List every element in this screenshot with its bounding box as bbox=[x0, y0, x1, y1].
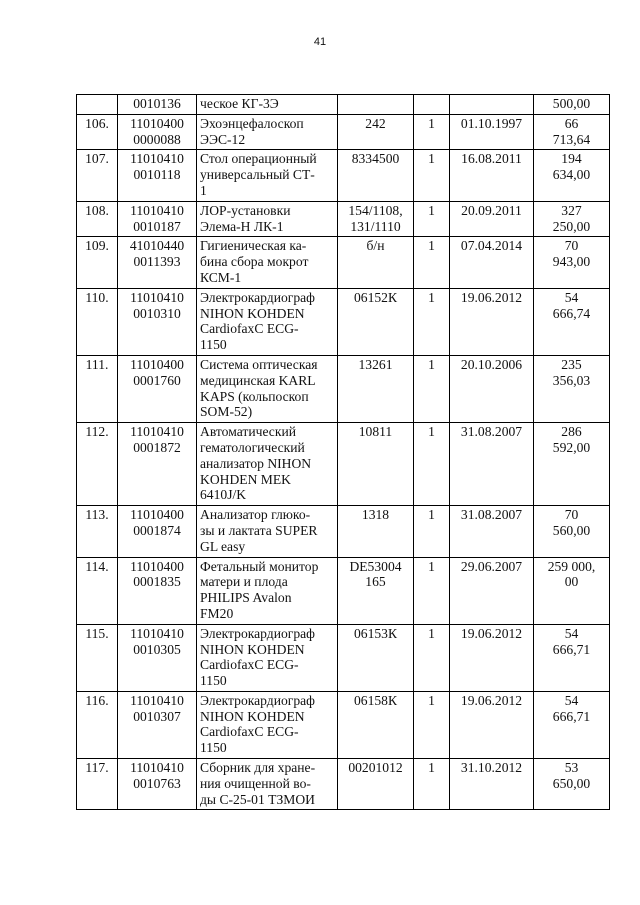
serial-number-line: 06158К bbox=[353, 692, 398, 708]
inventory-rows bbox=[77, 95, 610, 810]
quantity-cell: 1 bbox=[414, 506, 450, 557]
serial-number-line: 1318 bbox=[361, 507, 390, 523]
quantity-cell: 1 bbox=[414, 624, 450, 691]
row-number-cell: 110. bbox=[77, 288, 118, 355]
inventory-code-line: 11010410 bbox=[130, 289, 184, 305]
cost-cell bbox=[534, 288, 610, 355]
item-name-line: SOM-52) bbox=[200, 404, 253, 420]
item-name-cell bbox=[197, 237, 338, 288]
serial-number-cell bbox=[338, 114, 414, 150]
inventory-code-line: 11010410 bbox=[130, 202, 184, 218]
row-number-cell: 116. bbox=[77, 691, 118, 758]
row-number-cell: 109. bbox=[77, 237, 118, 288]
serial-number-line: 10811 bbox=[358, 424, 393, 440]
page-number: 41 bbox=[313, 36, 327, 48]
cost-cell bbox=[534, 759, 610, 810]
date-cell: 07.04.2014 bbox=[450, 237, 534, 288]
item-name-line: ческое КГ-3Э bbox=[200, 96, 279, 111]
item-name-line: бина сбора мокрот bbox=[200, 254, 309, 270]
cost-line: 286 bbox=[561, 424, 582, 440]
cost-line: 70 bbox=[564, 238, 579, 254]
table-row bbox=[77, 201, 610, 237]
cost-line: 54 bbox=[564, 289, 579, 305]
serial-number-cell bbox=[338, 237, 414, 288]
row-number-cell: 114. bbox=[77, 557, 118, 624]
quantity-cell: 1 bbox=[414, 288, 450, 355]
quantity-cell: 1 bbox=[414, 150, 450, 201]
table-row bbox=[77, 355, 610, 422]
cost-cell bbox=[534, 237, 610, 288]
cost-line: 194 bbox=[561, 151, 582, 167]
inventory-table bbox=[76, 94, 610, 810]
serial-number-line: 8334500 bbox=[351, 151, 400, 167]
cost-cell bbox=[534, 691, 610, 758]
cost-line: 666,71 bbox=[552, 641, 591, 657]
inventory-code-line: 11010410 bbox=[130, 625, 184, 641]
table-row bbox=[77, 691, 610, 758]
date-cell: 19.06.2012 bbox=[450, 288, 534, 355]
item-name-line: CardiofaxC ECG- bbox=[200, 724, 299, 740]
table-row bbox=[77, 288, 610, 355]
cost-cell bbox=[534, 114, 610, 150]
item-name-line: NIHON KOHDEN bbox=[200, 641, 305, 657]
date-cell: 31.10.2012 bbox=[450, 759, 534, 810]
serial-number-line: 154/1108, bbox=[348, 202, 403, 218]
inventory-code-cell bbox=[118, 691, 197, 758]
item-name-line: ЛОР-установки bbox=[200, 202, 291, 218]
cost-line: 66 bbox=[564, 115, 579, 131]
date-cell: 19.06.2012 bbox=[450, 624, 534, 691]
inventory-code-cell bbox=[118, 557, 197, 624]
inventory-code-line: 11010410 bbox=[130, 151, 184, 167]
item-name-line: КСМ-1 bbox=[200, 269, 242, 285]
item-name-cell bbox=[197, 557, 338, 624]
cost-line: 70 bbox=[564, 507, 579, 523]
inventory-code-cell bbox=[118, 624, 197, 691]
date-cell: 16.08.2011 bbox=[450, 150, 534, 201]
item-name-line: Гигиеническая ка- bbox=[200, 238, 307, 254]
serial-number-line: б/н bbox=[366, 238, 385, 254]
item-name-cell bbox=[197, 201, 338, 237]
inventory-code-line: 11010400 bbox=[130, 558, 184, 574]
inventory-code-line: 41010440 bbox=[129, 238, 185, 254]
row-number-cell: 112. bbox=[77, 423, 118, 506]
quantity-cell: 1 bbox=[414, 237, 450, 288]
date-cell: 29.06.2007 bbox=[450, 557, 534, 624]
serial-number-cell bbox=[338, 759, 414, 810]
inventory-code-cell bbox=[118, 288, 197, 355]
cost-line: 943,00 bbox=[552, 254, 591, 270]
item-name-line: 6410J/K bbox=[200, 487, 247, 503]
table-row bbox=[77, 423, 610, 506]
item-name-line: Элема-Н ЛК-1 bbox=[200, 218, 284, 234]
cost-line: 235 bbox=[561, 356, 582, 372]
serial-number-line: 131/1110 bbox=[350, 218, 401, 234]
inventory-code-cell bbox=[118, 95, 197, 115]
cost-cell bbox=[534, 557, 610, 624]
item-name-line: KAPS (кольпоскоп bbox=[200, 388, 309, 404]
item-name-line: 1150 bbox=[200, 740, 227, 756]
inventory-code-cell bbox=[118, 355, 197, 422]
item-name-line: медицинская KARL bbox=[200, 372, 316, 388]
item-name-cell bbox=[197, 759, 338, 810]
serial-number-line: 06153К bbox=[353, 625, 398, 641]
item-name-line: ния очищенной во- bbox=[200, 775, 311, 791]
inventory-code-line: 0001760 bbox=[133, 372, 181, 388]
inventory-code-cell bbox=[118, 114, 197, 150]
quantity-cell: 1 bbox=[414, 201, 450, 237]
cost-cell bbox=[534, 150, 610, 201]
item-name-cell bbox=[197, 288, 338, 355]
serial-number-line: 00201012 bbox=[348, 760, 403, 776]
cost-line: 54 bbox=[564, 625, 579, 641]
date-cell bbox=[450, 95, 534, 115]
item-name-line: 1150 bbox=[200, 673, 227, 689]
row-number-cell: 108. bbox=[77, 201, 118, 237]
inventory-code-line: 11010400 bbox=[130, 115, 184, 131]
cost-line: 560,00 bbox=[552, 522, 591, 538]
item-name-line: Электрокардиограф bbox=[200, 625, 315, 641]
row-number-cell: 107. bbox=[77, 150, 118, 201]
date-cell: 31.08.2007 bbox=[450, 423, 534, 506]
row-number-cell: 115. bbox=[77, 624, 118, 691]
inventory-code-line: 0001872 bbox=[133, 439, 181, 455]
inventory-code-line: 0001874 bbox=[133, 522, 181, 538]
inventory-code-cell bbox=[118, 150, 197, 201]
date-cell: 19.06.2012 bbox=[450, 691, 534, 758]
serial-number-cell bbox=[338, 423, 414, 506]
cost-line: 634,00 bbox=[552, 167, 591, 183]
cost-line: 650,00 bbox=[552, 775, 591, 791]
serial-number-line: 242 bbox=[365, 115, 386, 131]
serial-number-cell bbox=[338, 624, 414, 691]
row-number-cell: 111. bbox=[77, 355, 118, 422]
serial-number-cell bbox=[338, 355, 414, 422]
inventory-code-line: 0010307 bbox=[133, 708, 181, 724]
item-name-cell bbox=[197, 95, 338, 115]
inventory-code-line: 0010187 bbox=[133, 218, 181, 234]
cost-cell bbox=[534, 355, 610, 422]
table-row bbox=[77, 237, 610, 288]
table-row bbox=[77, 95, 610, 115]
item-name-line: Электрокардиограф bbox=[200, 692, 315, 708]
inventory-code-cell bbox=[118, 423, 197, 506]
cost-line: 327 bbox=[561, 202, 582, 218]
quantity-cell bbox=[414, 95, 450, 115]
cost-line: 356,03 bbox=[552, 372, 591, 388]
item-name-line: ЭЭС-12 bbox=[200, 131, 246, 147]
quantity-cell: 1 bbox=[414, 691, 450, 758]
cost-cell bbox=[534, 506, 610, 557]
item-name-line: CardiofaxC ECG- bbox=[200, 657, 299, 673]
item-name-line: KOHDEN MEK bbox=[200, 471, 291, 487]
item-name-line: зы и лактата SUPER bbox=[200, 522, 318, 538]
date-cell: 31.08.2007 bbox=[450, 506, 534, 557]
serial-number-cell bbox=[338, 288, 414, 355]
row-number-cell: 117. bbox=[77, 759, 118, 810]
quantity-cell: 1 bbox=[414, 355, 450, 422]
table-row bbox=[77, 114, 610, 150]
row-number-cell: 106. bbox=[77, 114, 118, 150]
item-name-line: Сборник для хране- bbox=[200, 760, 316, 776]
serial-number-cell bbox=[338, 506, 414, 557]
item-name-line: FM20 bbox=[200, 605, 234, 621]
serial-number-line: DE53004 bbox=[349, 558, 402, 574]
cost-line: 713,64 bbox=[552, 131, 591, 147]
item-name-line: универсальный СТ- bbox=[200, 167, 315, 183]
item-name-cell bbox=[197, 355, 338, 422]
inventory-code-line: 0010310 bbox=[133, 305, 181, 321]
inventory-code-line: 11010410 bbox=[130, 424, 184, 440]
inventory-code-line: 11010400 bbox=[130, 507, 184, 523]
inventory-code-cell bbox=[118, 506, 197, 557]
date-cell: 01.10.1997 bbox=[450, 114, 534, 150]
item-name-line: Автоматический bbox=[200, 424, 296, 440]
item-name-line: Электрокардиограф bbox=[200, 289, 315, 305]
item-name-line: 1150 bbox=[200, 337, 227, 353]
serial-number-cell bbox=[338, 201, 414, 237]
cost-cell bbox=[534, 624, 610, 691]
item-name-line: CardiofaxC ECG- bbox=[200, 321, 299, 337]
item-name-cell bbox=[197, 114, 338, 150]
quantity-cell: 1 bbox=[414, 114, 450, 150]
inventory-code-line: 0010118 bbox=[133, 167, 181, 183]
inventory-code-line: 11010400 bbox=[130, 356, 184, 372]
table-row bbox=[77, 506, 610, 557]
quantity-cell: 1 bbox=[414, 557, 450, 624]
cost-line: 54 bbox=[564, 692, 579, 708]
inventory-code-line: 0010763 bbox=[133, 775, 181, 791]
item-name-cell bbox=[197, 506, 338, 557]
item-name-cell bbox=[197, 150, 338, 201]
cost-cell bbox=[534, 201, 610, 237]
item-name-line: гематологический bbox=[200, 439, 305, 455]
serial-number-line: 06152К bbox=[353, 289, 398, 305]
serial-number-cell bbox=[338, 150, 414, 201]
item-name-line: GL easy bbox=[200, 538, 246, 554]
inventory-code-line: 0000088 bbox=[133, 131, 181, 147]
cost-line: 500,00 bbox=[552, 96, 591, 111]
inventory-code-cell bbox=[118, 201, 197, 237]
cost-cell bbox=[534, 423, 610, 506]
item-name-line: матери и плода bbox=[200, 574, 288, 590]
table-row bbox=[77, 624, 610, 691]
inventory-code-line: 11010410 bbox=[130, 760, 184, 776]
item-name-line: ды С-25-01 ТЗМОИ bbox=[200, 791, 315, 807]
row-number-cell bbox=[77, 95, 118, 115]
inventory-code-cell bbox=[118, 759, 197, 810]
item-name-line: анализатор NIHON bbox=[200, 455, 312, 471]
serial-number-line: 13261 bbox=[358, 356, 393, 372]
quantity-cell: 1 bbox=[414, 759, 450, 810]
inventory-code-line: 0011393 bbox=[133, 254, 181, 270]
cost-line: 666,71 bbox=[552, 708, 591, 724]
item-name-cell bbox=[197, 691, 338, 758]
table-row bbox=[77, 759, 610, 810]
row-number-cell: 113. bbox=[77, 506, 118, 557]
serial-number-cell bbox=[338, 557, 414, 624]
item-name-line: Фетальный монитор bbox=[200, 558, 319, 574]
item-name-line: Эхоэнцефалоскоп bbox=[200, 115, 304, 131]
serial-number-line: 165 bbox=[365, 574, 386, 590]
serial-number-cell bbox=[338, 95, 414, 115]
inventory-code-line: 0010305 bbox=[133, 641, 181, 657]
date-cell: 20.10.2006 bbox=[450, 355, 534, 422]
item-name-line: NIHON KOHDEN bbox=[200, 305, 305, 321]
serial-number-cell bbox=[338, 691, 414, 758]
item-name-line: Система оптическая bbox=[200, 356, 318, 372]
item-name-line: 1 bbox=[200, 182, 207, 198]
item-name-line: Анализатор глюко- bbox=[200, 507, 311, 523]
table-row bbox=[77, 557, 610, 624]
cost-line: 666,74 bbox=[552, 305, 591, 321]
item-name-cell bbox=[197, 423, 338, 506]
inventory-code-line: 11010410 bbox=[130, 692, 184, 708]
item-name-line: NIHON KOHDEN bbox=[200, 708, 305, 724]
inventory-code-line: 0010136 bbox=[133, 96, 181, 111]
inventory-code-line: 0001835 bbox=[133, 574, 181, 590]
cost-line: 592,00 bbox=[552, 439, 591, 455]
cost-line: 250,00 bbox=[552, 218, 591, 234]
item-name-cell bbox=[197, 624, 338, 691]
item-name-line: Стол операционный bbox=[200, 151, 317, 167]
cost-line: 259 000, bbox=[547, 558, 596, 574]
table-row bbox=[77, 150, 610, 201]
inventory-code-cell bbox=[118, 237, 197, 288]
cost-cell bbox=[534, 95, 610, 115]
item-name-line: PHILIPS Avalon bbox=[200, 590, 292, 606]
cost-line: 53 bbox=[564, 760, 579, 776]
date-cell: 20.09.2011 bbox=[450, 201, 534, 237]
quantity-cell: 1 bbox=[414, 423, 450, 506]
cost-line: 00 bbox=[564, 574, 579, 590]
